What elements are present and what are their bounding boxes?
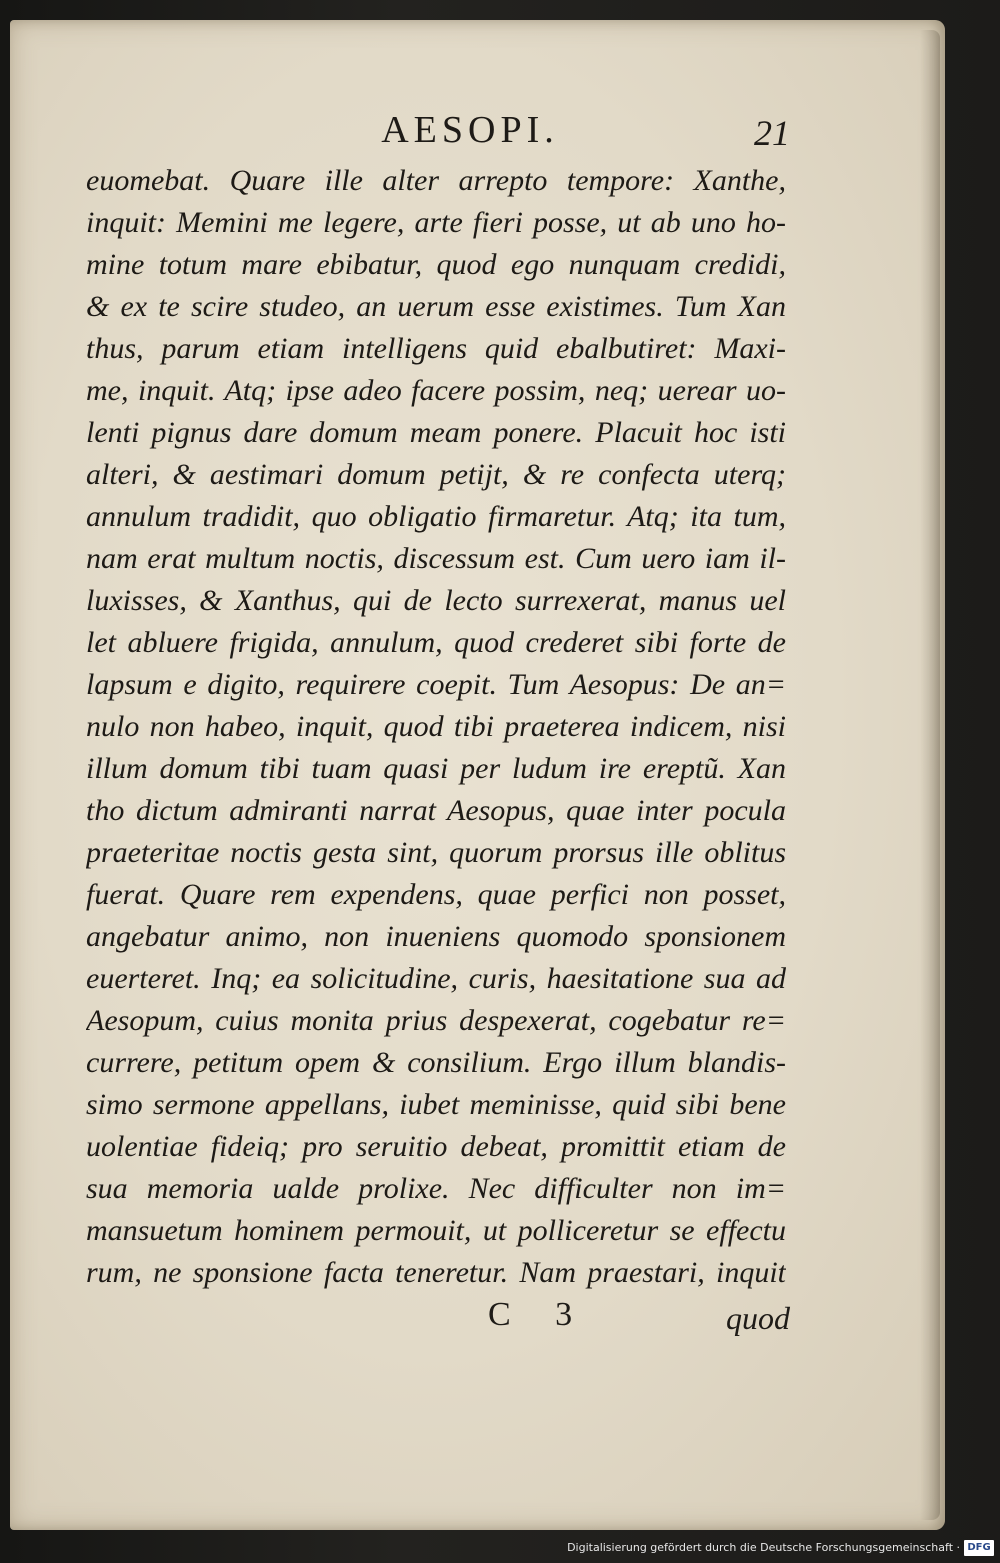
text-line: uolentiae fideiq; pro seruitio debeat, promittit etiam de — [86, 1130, 786, 1163]
running-head: AESOPI. — [381, 109, 559, 151]
text-line: euerteret. Inq; ea solicitudine, curis, haesitatione sua ad — [86, 962, 786, 995]
text-line: illum domum tibi tuam quasi per ludum ire ereptũ. Xan — [86, 752, 786, 785]
text-line: lenti pignus dare domum meam ponere. Placuit hoc isti — [86, 416, 786, 449]
text-line: me, inquit. Atq; ipse adeo facere possim, neq; uerear uo- — [86, 374, 786, 407]
body-text — [86, 160, 786, 1294]
dfg-logo[interactable]: DFG — [964, 1540, 994, 1556]
text-line: fuerat. Quare rem expendens, quae perfici non posset, — [86, 878, 786, 911]
catchword: quod — [726, 1300, 790, 1336]
text-line: nam erat multum noctis, discessum est. Cum uero iam il- — [86, 542, 786, 575]
page-edge-shadow — [920, 30, 940, 1520]
text-line: lapsum e digito, requirere coepit. Tum Aesopus: De an= — [86, 668, 786, 701]
text-line: praeteritae noctis gesta sint, quorum prorsus ille oblitus — [86, 836, 786, 869]
text-line: mine totum mare ebibatur, quod ego nunquam credidi, — [86, 248, 786, 281]
text-line: currere, petitum opem & consilium. Ergo illum blandis- — [86, 1046, 786, 1079]
text-line: alteri, & aestimari domum petijt, & re confecta uterq; — [86, 458, 786, 491]
text-line: angebatur animo, non inueniens quomodo sponsionem — [86, 920, 786, 953]
page-number: 21 — [754, 113, 790, 153]
digitization-credit: Digitalisierung gefördert durch die Deutsche Forschungsgemeinschaft · — [567, 1541, 960, 1554]
signature-mark: C 3 — [488, 1296, 591, 1333]
text-line: inquit: Memini me legere, arte fieri posse, ut ab uno ho- — [86, 206, 786, 239]
text-line: nulo non habeo, inquit, quod tibi praeterea indicem, nisi — [86, 710, 786, 743]
text-line: annulum tradidit, quo obligatio firmaretur. Atq; ita tum, — [86, 500, 786, 533]
text-line: rum, ne sponsione facta teneretur. Nam praestari, inquit — [86, 1256, 786, 1289]
text-line: thus, parum etiam intelligens quid ebalbutiret: Maxi- — [86, 332, 786, 365]
text-line: euomebat. Quare ille alter arrepto tempore: Xanthe, — [86, 164, 786, 197]
text-line: tho dictum admiranti narrat Aesopus, quae inter pocula — [86, 794, 786, 827]
text-line: simo sermone appellans, iubet meminisse, quid sibi bene — [86, 1088, 786, 1121]
text-line: sua memoria ualde prolixe. Nec difficulter non im= — [86, 1172, 786, 1205]
text-line: let abluere frigida, annulum, quod crederet sibi forte de — [86, 626, 786, 659]
text-line: luxisses, & Xanthus, qui de lecto surrexerat, manus uel — [86, 584, 786, 617]
text-line: & ex te scire studeo, an uerum esse existimes. Tum Xan — [86, 290, 786, 323]
text-line: Aesopum, cuius monita prius despexerat, cogebatur re= — [86, 1004, 786, 1037]
text-line: mansuetum hominem permouit, ut polliceretur se effectu — [86, 1214, 786, 1247]
